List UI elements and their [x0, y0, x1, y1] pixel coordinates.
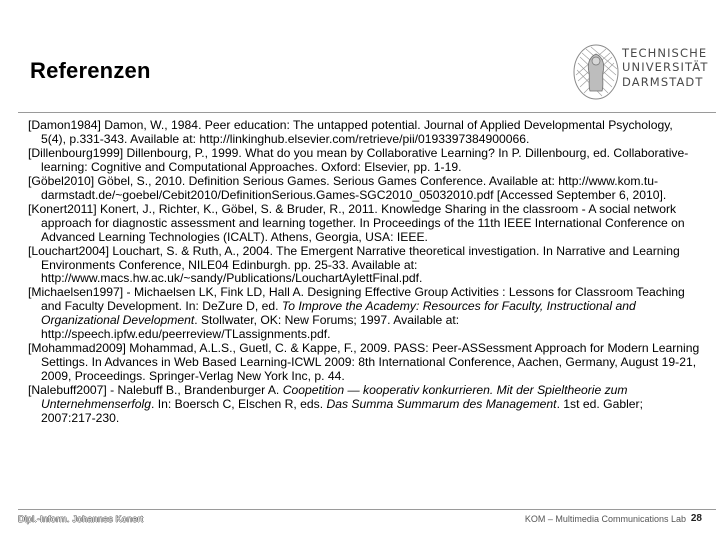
header-divider — [18, 112, 716, 113]
reference-entry — [28, 147, 700, 175]
reference-text: [Mohammad2009] Mohammad, A.L.S., Guetl, C. & Kappe, F., 2009. PASS: Peer-ASSessment Approach for Modern Learning Settings. In Advances in Web Based Learning-ICWL 2009: 8th International Conference, Aachen, Germany, August 19-21, 2009, Proceedings. Springer-Verlag New York Inc, p. 44. — [28, 341, 700, 384]
reference-italic-title: Coopetition — kooperativ konkurrieren. Mit der Spieltheorie zum Unternehmenserfolg — [41, 383, 628, 412]
reference-entry — [28, 286, 700, 342]
logo-line-2: UNIVERSITÄT — [622, 60, 709, 75]
reference-entry — [28, 245, 700, 287]
reference-italic-title: Das Summa Summarum des Management — [326, 397, 557, 412]
reference-text: [Konert2011] Konert, J., Richter, K., Göbel, S. & Bruder, R., 2011. Knowledge Sharing in the classroom - A social network approach for diagnostic assessment and learning together. In Proceedings of the 11th IEEE International Conference on Advanced Learning Technologies (ICALT). Athens, Georgia, USA: IEEE. — [28, 201, 685, 244]
footer-lab-name: KOM – Multimedia Communications Lab — [524, 514, 686, 524]
reference-text: [Damon1984] Damon, W., 1984. Peer education: The untapped potential. Journal of Applied Developmental Psychology, 5(4), p.331-343. Available at: http://linkinghub.elsevier.com/retrieve/pii/0193397384900066. — [28, 118, 673, 146]
reference-entry — [28, 342, 700, 384]
reference-text: . In: Boersch C, Elschen R, eds. — [151, 397, 327, 412]
footer-author: Dipl.-Inform. Johannes Konert — [18, 514, 144, 524]
reference-text: [Louchart2004] Louchart, S. & Ruth, A., 2004. The Emergent Narrative theoretical investigation. In Narrative and Learning Environments Conference, NILE04 Edinburgh. pp. 25-33. Available at: http://www.macs.hw.ac.uk/~sandy/Publications/LouchartAylettFinal.pdf. — [28, 243, 680, 286]
page-title: Referenzen — [30, 58, 151, 83]
reference-text: [Nalebuff2007] - Nalebuff B., Brandenburger A. — [28, 383, 283, 398]
logo-line-3: DARMSTADT — [622, 74, 704, 89]
footer-divider — [18, 509, 716, 510]
university-logo — [572, 40, 709, 104]
page-number: 28 — [690, 513, 702, 524]
reference-entry — [28, 119, 700, 147]
reference-text: [Dillenbourg1999] Dillenbourg, P., 1999. What do you mean by Collaborative Learning? In P. Dillenbourg, ed. Collaborative-learning: Cognitive and Computational Approaches. Oxford: Elsevier, pp. 1-19. — [28, 145, 689, 174]
reference-text: [Göbel2010] Göbel, S., 2010. Definition Serious Games. Serious Games Conference. Available at: http://www.kom.tu-darmstadt.de/~goebel/Cebit2010/DefinitionSerious.Games-SGC2010_05032010.pdf [Accessed September 6, 2010]. — [28, 173, 667, 202]
reference-text: . Stollwater, OK: New Forums; 1997. Available at: http://speech.ipfw.edu/peerreview/TLassignments.pdf. — [41, 313, 460, 342]
reference-text: . 1st ed. Gabler; 2007:217-230. — [41, 397, 643, 426]
reference-text: [Michaelsen1997] - Michaelsen LK, Fink LD, Hall A. Designing Effective Group Activities : Lessons for Classroom Teaching and Faculty Development. In: DeZure D, ed. — [28, 285, 685, 314]
tu-darmstadt-athene-seal-icon — [572, 43, 620, 101]
reference-entry — [28, 203, 700, 245]
logo-wordmark — [622, 46, 708, 89]
reference-list — [28, 119, 700, 426]
logo-line-1: TECHNISCHE — [622, 46, 708, 60]
reference-italic-title: To Improve the Academy: Resources for Faculty, Instructional and Organizational Development — [41, 299, 636, 328]
reference-entry — [28, 175, 700, 203]
reference-entry — [28, 384, 700, 426]
